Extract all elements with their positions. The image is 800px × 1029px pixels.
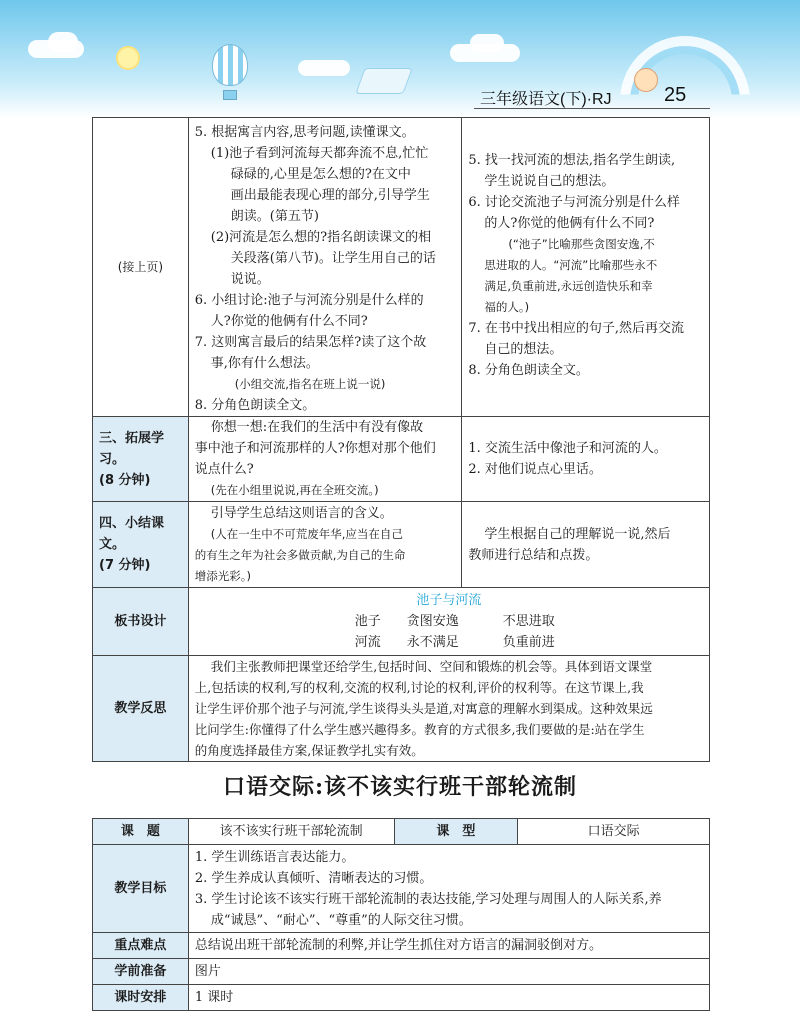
- row-label-reflection: 教学反思: [93, 656, 189, 762]
- teacher-text-line: 说点什么?: [194, 462, 254, 477]
- table-row-goals: [93, 845, 710, 933]
- teacher-activity-list: [195, 122, 456, 416]
- teacher-activity-item: (2)河流是怎么想的?指名朗读课文的相: [210, 230, 432, 245]
- row-label-line: 四、小结课文。: [99, 516, 165, 552]
- reflection-cell: [188, 656, 709, 762]
- teacher-activity-item: 7. 这则寓言最后的结果怎样?读了这个故: [194, 335, 427, 350]
- section-title: 口语交际:该不该实行班干部轮流制: [222, 774, 578, 800]
- board-row: [195, 632, 703, 653]
- table-row-board: [93, 588, 710, 656]
- student-activity-cell: [462, 417, 710, 502]
- board-design-cell: [188, 588, 709, 656]
- goal-item: 3. 学生讨论该不该实行班干部轮流制的表达技能,学习处理与周围人的人际关系,养: [194, 891, 662, 907]
- prep-value: 图片: [188, 959, 709, 985]
- row-label-expand: [93, 417, 189, 502]
- goals-cell: [188, 845, 709, 933]
- student-text-line: 教师进行总结和点拨。: [468, 547, 599, 563]
- row-label-board: 板书设计: [93, 588, 189, 656]
- teacher-activity-cell: [188, 417, 462, 502]
- teacher-note: 的有生之年为社会多做贡献,为自己的生命: [194, 547, 406, 562]
- page-number: 25: [664, 84, 687, 106]
- time-value: 1 课时: [188, 985, 709, 1011]
- type-label: 课 型: [394, 819, 518, 845]
- student-activity-item: 思进取的人。“河流”比喻那些永不: [484, 258, 658, 272]
- student-activity-list: [468, 150, 703, 381]
- student-activity-cell: [462, 118, 710, 417]
- key-label: 重点难点: [93, 933, 189, 959]
- teacher-note: 增添光彩。): [194, 568, 252, 583]
- table-row-key-points: [93, 933, 710, 959]
- teacher-activity-item: 事,你有什么想法。: [210, 356, 319, 371]
- student-activity-item: 的人?你觉的他俩有什么不同?: [484, 216, 655, 231]
- student-text-line: 学生根据自己的理解说一说,然后: [484, 526, 671, 542]
- table-row-preparation: [93, 959, 710, 985]
- type-value: 口语交际: [518, 819, 710, 845]
- teacher-text-line: 引导学生总结这则语言的含义。: [210, 505, 393, 521]
- teacher-activity-cell: [188, 502, 462, 588]
- student-activity-item: 5. 找一找河流的想法,指名学生朗读,: [468, 153, 676, 168]
- sun-icon: [116, 46, 140, 70]
- board-row-trait: 不思进取: [502, 614, 555, 629]
- student-activity-item: 7. 在书中找出相应的句子,然后再交流: [468, 321, 685, 336]
- reflection-line: 的角度选择最佳方案,保证教学扎实有效。: [194, 743, 424, 758]
- teacher-activity-cell: [188, 118, 462, 417]
- teacher-activity-item: 8. 分角色朗读全文。: [194, 398, 316, 413]
- topic-label: 课 题: [93, 819, 189, 845]
- goal-item: 1. 学生训练语言表达能力。: [194, 849, 355, 865]
- kite-icon: [355, 68, 412, 94]
- child-figure-icon: [634, 68, 658, 92]
- student-text-line: 1. 交流生活中像池子和河流的人。: [468, 441, 667, 456]
- teacher-activity-item: 人?你觉的他俩有什么不同?: [210, 314, 368, 329]
- goals-label: 教学目标: [93, 845, 189, 933]
- goal-item: 2. 学生养成认真倾听、清晰表达的习惯。: [194, 870, 433, 886]
- reflection-line: 让学生评价那个池子与河流,学生谈得头头是道,对寓意的理解水到渠成。这种效果远: [194, 701, 653, 716]
- hot-air-balloon-icon: [212, 44, 248, 86]
- board-row-trait: 负重前进: [502, 635, 555, 650]
- row-label-line: 三、拓展学习。: [99, 430, 165, 467]
- student-text-line: 2. 对他们说点心里话。: [468, 462, 602, 477]
- key-value: 总结说出班干部轮流制的利弊,并让学生抓住对方语言的漏洞驳倒对方。: [188, 933, 709, 959]
- balloon-basket-icon: [223, 90, 237, 100]
- table-row-reflection: [93, 656, 710, 762]
- row-label-summary: [93, 502, 189, 588]
- board-row-trait: 永不满足: [406, 635, 459, 650]
- goal-item: 成“诚恳”、“耐心”、“尊重”的人际交往习惯。: [210, 912, 472, 928]
- table-row-topic: [93, 819, 710, 845]
- board-row-trait: 贪图安逸: [406, 614, 459, 629]
- teacher-activity-item: 碌碌的,心里是怎么想的?在文中: [230, 167, 411, 182]
- board-row-name: 河流: [354, 635, 381, 650]
- teacher-activity-item: 朗读。(第五节): [230, 209, 319, 224]
- cloud-icon: [48, 32, 78, 52]
- table-row-continued: [93, 118, 710, 417]
- row-label-line: (7 分钟): [99, 558, 151, 573]
- student-activity-item: 学生说说自己的想法。: [484, 174, 615, 189]
- book-title: 三年级语文(下)·RJ: [480, 91, 612, 108]
- student-activity-item: 满足,负重前进,永远创造快乐和幸: [484, 279, 653, 293]
- cloud-icon: [298, 60, 350, 76]
- reflection-line: 上,包括读的权利,写的权利,交流的权利,讨论的权利,评价的权利等。在这节课上,我: [194, 680, 644, 695]
- row-label-continued: (接上页): [93, 118, 189, 417]
- teacher-activity-item: (小组交流,指名在班上说一说): [234, 377, 386, 391]
- oral-communication-table: [92, 818, 710, 1011]
- reflection-line: 我们主张教师把课堂还给学生,包括时间、空间和锻炼的机会等。具体到语文课堂: [210, 659, 653, 674]
- student-activity-item: (“池子”比喻那些贪图安逸,不: [508, 237, 655, 251]
- teacher-activity-item: 说说。: [230, 272, 270, 287]
- student-activity-item: 福的人。): [484, 300, 530, 314]
- table-row-summary: [93, 502, 710, 588]
- table-row-expand: [93, 417, 710, 502]
- time-label: 课时安排: [93, 985, 189, 1011]
- student-activity-item: 6. 讨论交流池子与河流分别是什么样: [468, 195, 680, 210]
- board-title: 池子与河流: [416, 593, 482, 608]
- topic-value: 该不该实行班干部轮流制: [188, 819, 394, 845]
- table-row-schedule: [93, 985, 710, 1011]
- teacher-note: (人在一生中不可荒废年华,应当在自己: [210, 526, 403, 541]
- prep-label: 学前准备: [93, 959, 189, 985]
- student-activity-item: 8. 分角色朗读全文。: [468, 363, 589, 378]
- teacher-note: (先在小组里说说,再在全班交流。): [210, 483, 379, 497]
- teacher-activity-item: 5. 根据寓言内容,思考问题,读懂课文。: [194, 125, 415, 140]
- cloud-icon: [470, 34, 504, 52]
- lesson-plan-table: [92, 117, 710, 762]
- teacher-activity-item: (1)池子看到河流每天都奔流不息,忙忙: [210, 146, 429, 161]
- reflection-line: 比问学生:你懂得了什么学生感兴趣得多。教育的方式很多,我们要做的是:站在学生: [194, 722, 645, 737]
- teacher-activity-item: 画出最能表现心理的部分,引导学生: [230, 188, 430, 203]
- teacher-text-line: 你想一想:在我们的生活中有没有像故: [210, 420, 424, 435]
- teacher-activity-item: 6. 小组讨论:池子与河流分别是什么样的: [194, 293, 424, 308]
- teacher-activity-item: 关段落(第八节)。让学生用自己的话: [230, 251, 436, 266]
- board-row-name: 池子: [354, 614, 381, 629]
- student-activity-item: 自己的想法。: [484, 342, 563, 357]
- board-row: [195, 611, 703, 632]
- teacher-text-line: 事中池子和河流那样的人?你想对那个他们: [194, 441, 436, 456]
- header-underline: [474, 108, 710, 109]
- row-label-line: (8 分钟): [99, 472, 151, 488]
- student-activity-cell: [462, 502, 710, 588]
